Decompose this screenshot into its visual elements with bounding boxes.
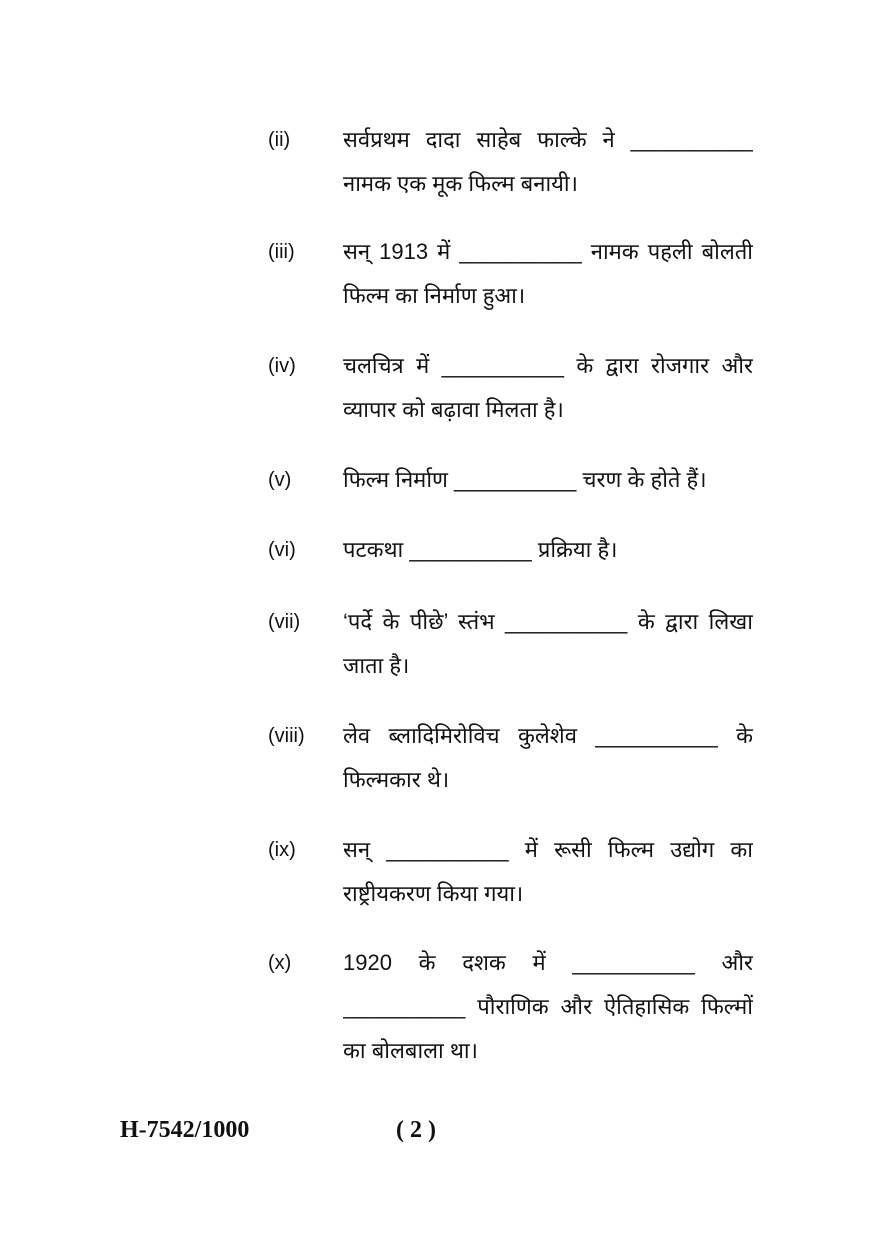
question-line: जाता है।	[343, 653, 410, 678]
question-line: __________ पौराणिक और ऐतिहासिक फिल्मों	[343, 994, 753, 1019]
question-text	[343, 458, 753, 502]
question-line: फिल्म निर्माण __________ चरण के होते हैं।	[343, 467, 707, 492]
question-text	[343, 528, 753, 572]
question-number: (ii)	[268, 129, 291, 151]
question-text	[343, 941, 753, 1073]
question-line: सन् __________ में रूसी फिल्म उद्योग का	[343, 837, 753, 862]
question-text	[343, 230, 753, 318]
question-text	[343, 344, 753, 432]
question-number: (vi)	[268, 539, 296, 561]
question-number: (v)	[268, 469, 292, 491]
question-line: सन् 1913 में __________ नामक पहली बोलती	[343, 239, 753, 264]
question-number: (viii)	[268, 725, 305, 747]
question-line: का बोलबाला था।	[343, 1038, 478, 1063]
question-number: (iii)	[268, 241, 295, 263]
question-number: (iv)	[268, 355, 296, 377]
question-text	[343, 714, 753, 802]
question-text	[343, 600, 753, 688]
question-line: फिल्मकार थे।	[343, 767, 450, 792]
question-text	[343, 118, 753, 206]
question-number: (ix)	[268, 839, 296, 861]
question-text	[343, 828, 753, 916]
question-number: (x)	[268, 952, 292, 974]
question-line: राष्ट्रीयकरण किया गया।	[343, 881, 524, 906]
question-line: ‘पर्दे के पीछे’ स्तंभ __________ के द्वारा लिखा	[343, 609, 753, 634]
question-line: सर्वप्रथम दादा साहेब फाल्के ने __________	[343, 127, 753, 152]
question-line: व्यापार को बढ़ावा मिलता है।	[343, 397, 564, 422]
question-number: (vii)	[268, 611, 301, 633]
question-line: नामक एक मूक फिल्म बनायी।	[343, 171, 578, 196]
question-line: चलचित्र में __________ के द्वारा रोजगार और	[343, 353, 753, 378]
page-number: ( 2 )	[396, 1117, 436, 1143]
paper-code: H-7542/1000	[120, 1117, 250, 1143]
question-line: पटकथा __________ प्रक्रिया है।	[343, 537, 618, 562]
question-line: फिल्म का निर्माण हुआ।	[343, 283, 526, 308]
question-line: लेव ब्लादिमिरोविच कुलेशेव __________ के	[343, 723, 753, 748]
question-line: 1920 के दशक में __________ और	[343, 950, 753, 975]
